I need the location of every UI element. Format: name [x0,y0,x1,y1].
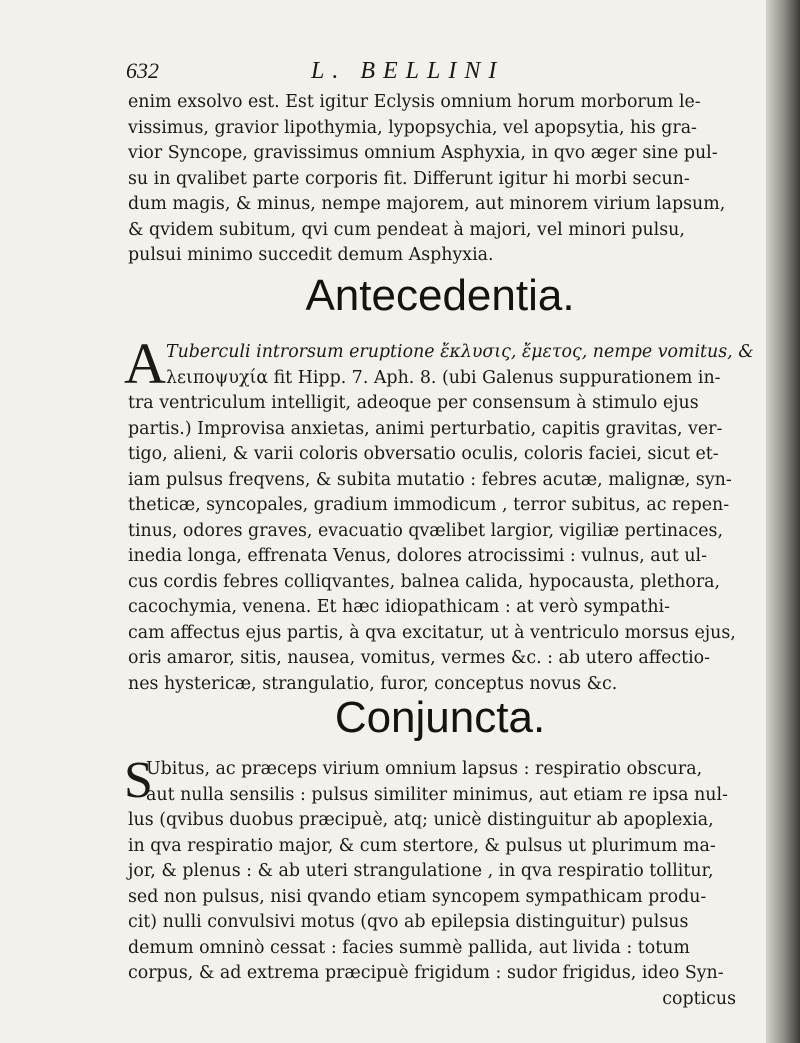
text-line: tigo, alieni, & varii coloris obversatio oculis, coloris faciei, sicut et- [128,444,719,464]
text-line: λειποψυχία fit Hipp. 7. Aph. 8. (ubi Galenus suppurationem in- [166,367,721,388]
text-line: demum omninò cessat : facies summè pallida, aut livida : totum [128,937,690,958]
text-line: lus (qvibus duobus præcipuè, atq; unicè distinguitur ab apoplexia, [128,810,714,830]
text-line: Ubitus, ac præceps virium omnium lapsus : respiratio obscura, [146,759,703,779]
text-line: pulsui minimo succedit demum Asphyxia. [128,245,494,265]
text-line: iam pulsus freqvens, & subita mutatio : febres acutæ, malignæ, syn- [128,469,732,490]
text-line: theticæ, syncopales, gradium immodicum , terror subitus, ac repen- [128,495,730,515]
text-line: tra ventriculum intelligit, adeoque per consensum à stimulo ejus [128,393,699,413]
text-line: vissimus, gravior lipothymia, lypopsychia, vel apopsytia, his gra- [128,117,697,138]
drop-cap: A [124,331,166,396]
paragraph-intro [128,90,740,269]
text-line: sed non pulsus, nisi qvando etiam syncopem sympathicam produ- [128,886,707,907]
section-heading-conjuncta: Conjuncta. [334,693,546,742]
text-line: nes hystericæ, strangulatio, furor, conceptus novus &c. [128,673,618,694]
text-line: corpus, & ad extrema præcipuè frigidum : sudor frigidus, ideo Syn- [128,963,724,983]
text-line: jor, & plenus : & ab uteri strangulatione , in qva respiratio tollitur, [128,861,714,881]
text-line: cus cordis febres colliqvantes, balnea calida, hypocausta, plethora, [128,571,721,592]
running-title: L. BELLINI [311,58,505,84]
paragraph-conjuncta [124,752,740,1012]
text-line: vior Syncope, gravissimus omnium Asphyxia, in qvo æger sine pul- [128,143,718,163]
text-line: tinus, odores graves, evacuatio qvælibet largior, vigiliæ pertinaces, [128,520,723,541]
drop-cap: S [124,752,153,809]
page-number: 632 [126,58,159,83]
text-line: su in qvalibet parte corporis fit. Differunt igitur hi morbi secun- [128,168,690,189]
text-line: dum magis, & minus, nempe majorem, aut minorem virium lapsum, [128,194,726,214]
text-line: & qvidem subitum, qvi cum pendeat à majori, vel minori pulsu, [128,219,685,240]
text-line: in qva respiratio major, & cum stertore, & pulsus ut plurimum ma- [128,835,716,856]
catchword: copticus [662,988,736,1009]
page-gutter-shadow [766,0,800,1043]
running-header [126,58,746,84]
text-line: oris amaror, sitis, nausea, vomitus, vermes &c. : ab utero affectio- [128,648,711,668]
text-line: inedia longa, effrenata Venus, dolores atrocissimi : vulnus, aut ul- [128,546,707,566]
text-line: enim exsolvo est. Est igitur Eclysis omnium horum morborum le- [128,92,701,112]
text-line: cam affectus ejus partis, à qva excitatur, ut à ventriculo morsus ejus, [128,622,736,643]
section-heading-antecedentia: Antecedentia. [305,271,575,320]
paragraph-antecedentia [124,331,754,697]
text-line: aut nulla sensilis : pulsus similiter minimus, aut etiam re ipsa nul- [146,784,728,805]
text-line: cit) nulli convulsivi motus (qvo ab epilepsia distinguitur) pulsus [128,912,689,932]
text-line: cacochymia, venena. Et hæc idiopathicam : at verò sympathi- [128,597,670,617]
text-line: partis.) Improvisa anxietas, animi perturbatio, capitis gravitas, ver- [128,418,723,439]
text-line: Tuberculi introrsum eruptione ἔκλυσις, ἔμετος, nempe vomitus, & [166,342,754,362]
